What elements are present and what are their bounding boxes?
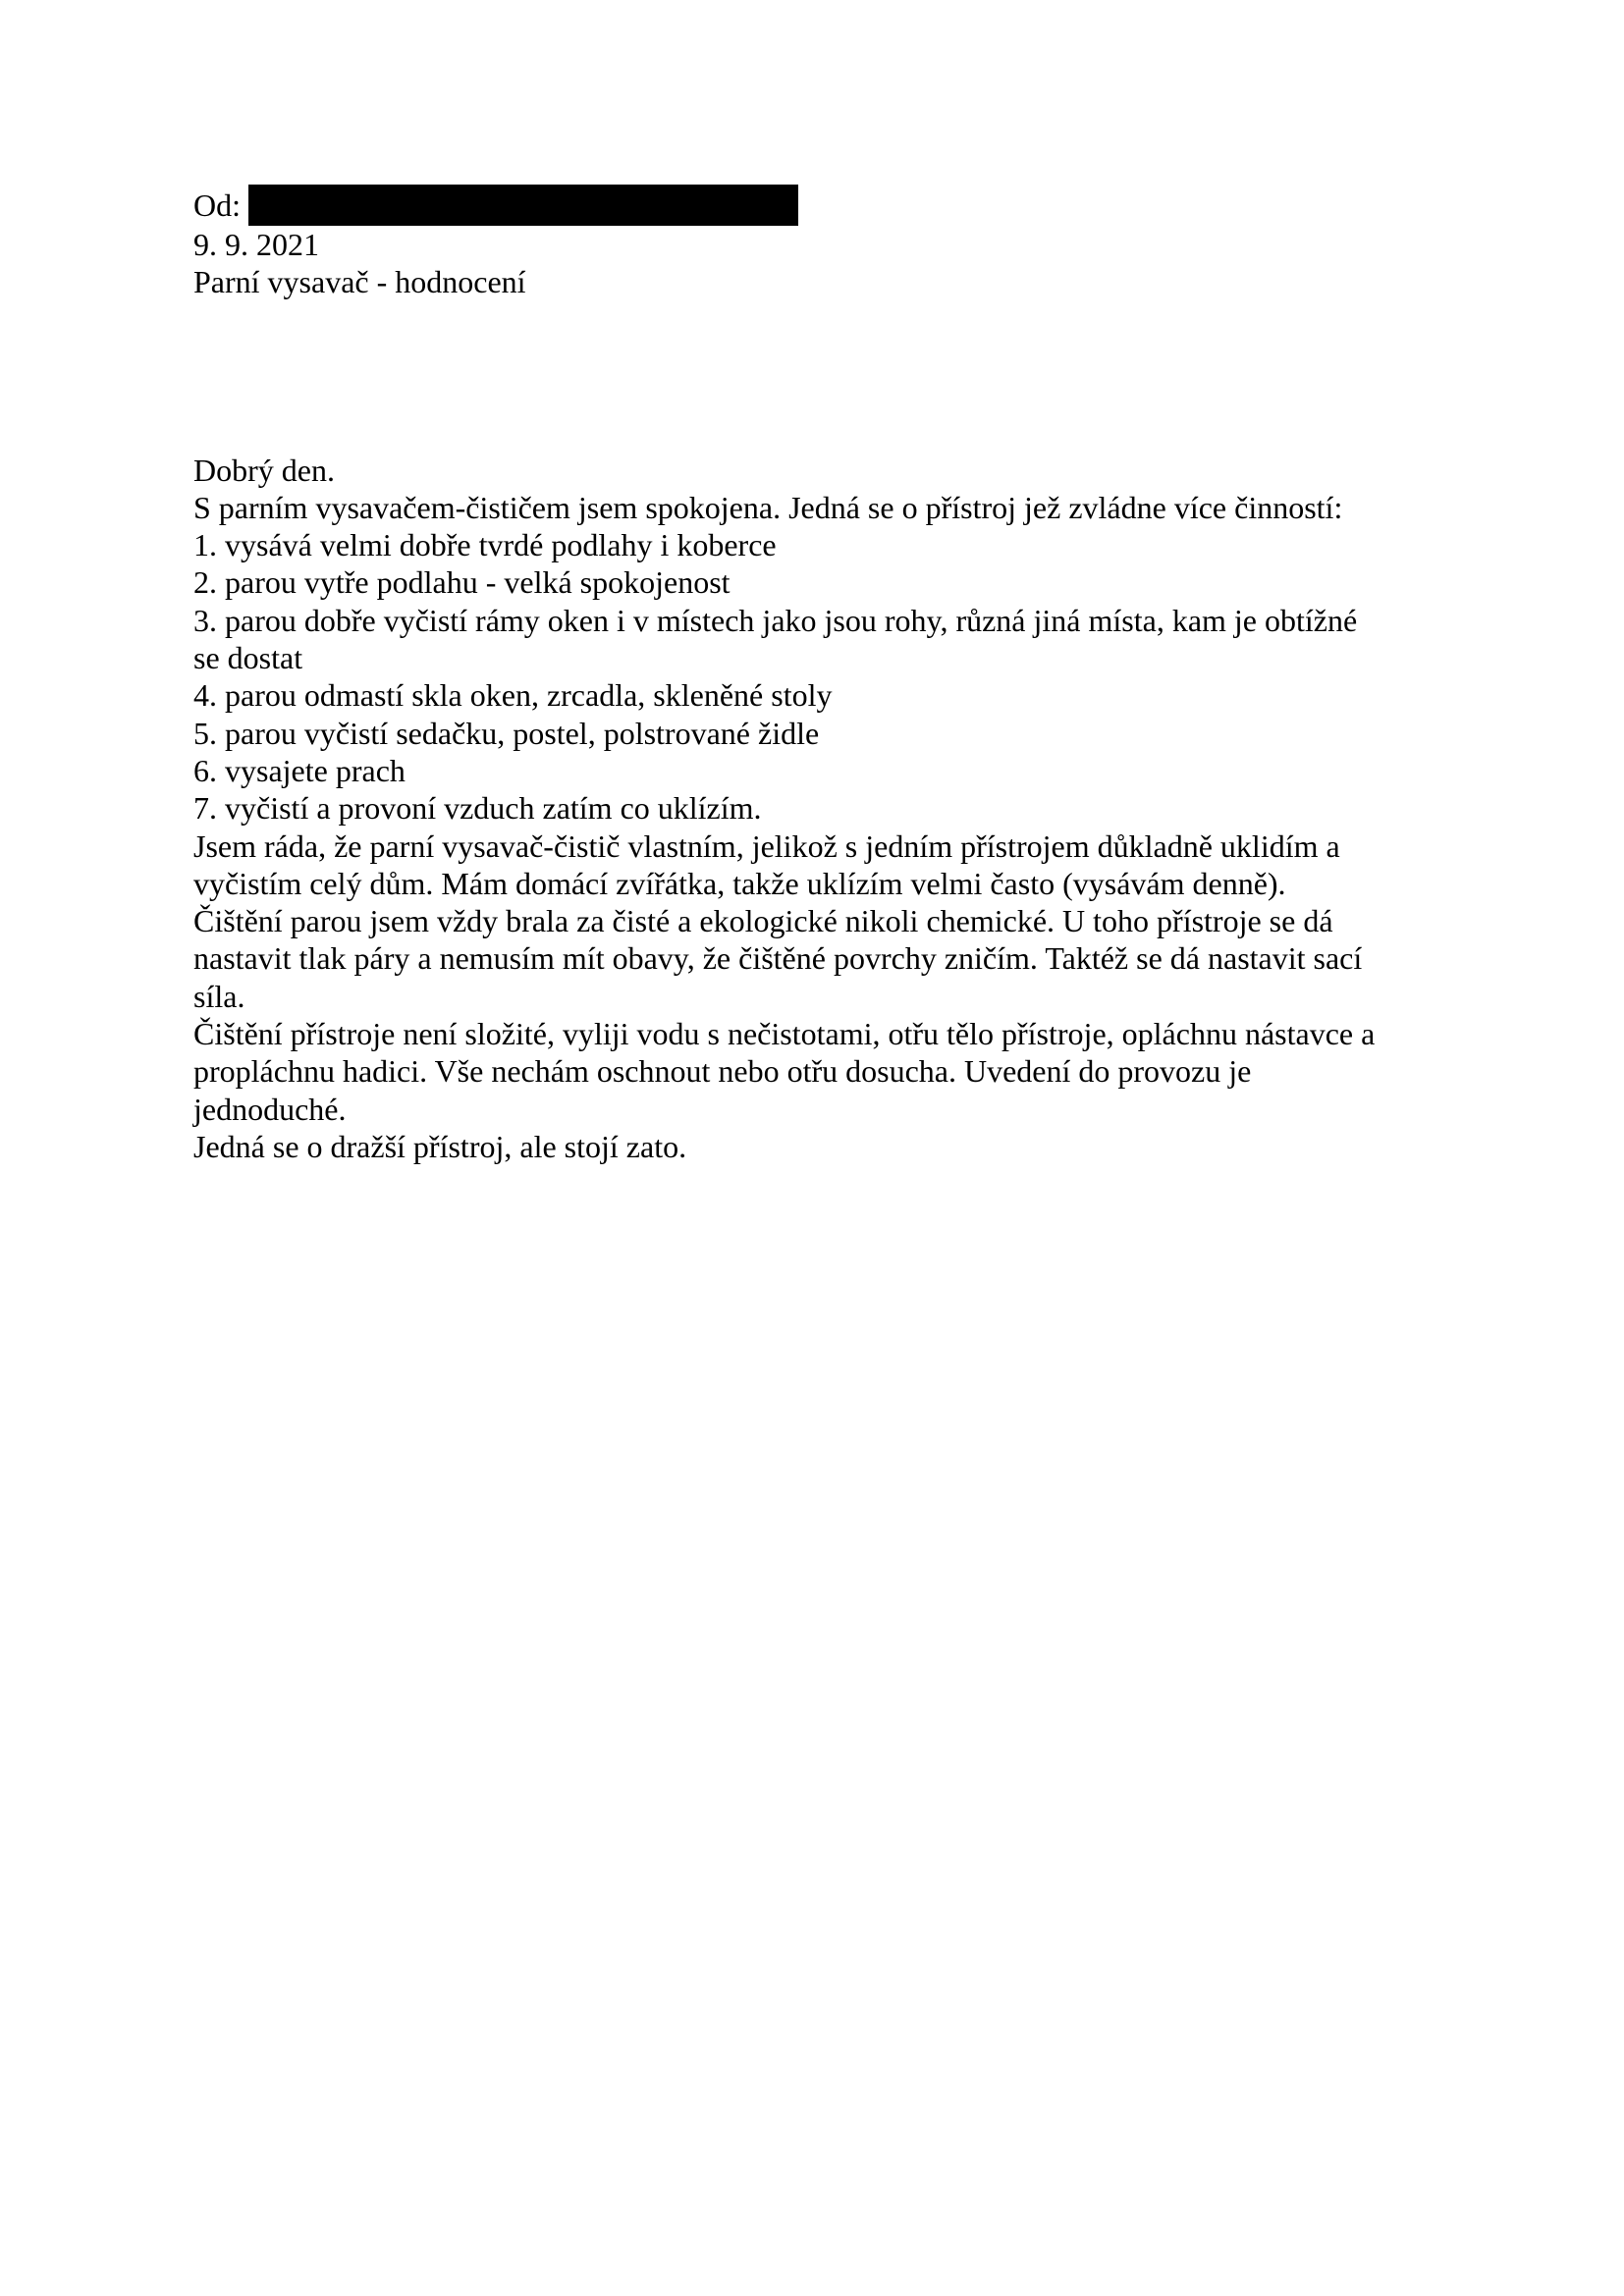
from-line [193,187,1450,226]
list-item-continuation: se dostat [193,640,303,676]
letter-date: 9. 9. 2021 [193,227,319,262]
from-label: Od: [193,187,241,223]
intro-text: S parním vysavačem-čističem jsem spokojena. Jedná se o přístroj jež zvládne více činností: [193,489,1343,525]
list-item: 6. vysajete prach [193,752,406,788]
list-item: 2. parou vytře podlahu - velká spokojenost [193,564,731,601]
letter-subject: Parní vysavač - hodnocení [193,264,526,300]
letter-body [193,187,1450,1165]
redacted-sender-block [248,185,798,226]
closing-line: Jedná se o dražší přístroj, ale stojí zato. [193,1128,687,1164]
paragraph-line: propláchnu hadici. Vše nechám oschnout nebo otřu dosucha. Uvedení do provozu je [193,1053,1252,1090]
list-item: 4. parou odmastí skla oken, zrcadla, skleněné stoly [193,677,833,714]
paragraph-line: Jsem ráda, že parní vysavač-čistič vlastním, jelikož s jedním přístrojem důkladně uklidím a [193,828,1340,864]
greeting: Dobrý den. [193,452,335,488]
list-item: 5. parou vyčistí sedačku, postel, polstrované židle [193,715,820,751]
list-item: 7. vyčistí a provoní vzduch zatím co uklízím. [193,790,762,827]
paragraph-line: Čištění přístroje není složité, vyliji vodu s nečistotami, otřu tělo přístroje, opláchnu nástavce a [193,1016,1376,1052]
paragraph-line: nastavit tlak páry a nemusím mít obavy, že čištěné povrchy zničím. Taktéž se dá nastavit sací [193,940,1363,977]
paragraph-line: vyčistím celý dům. Mám domácí zvířátka, takže uklízím velmi často (vysávám denně). [193,865,1286,901]
paragraph-line: jednoduché. [193,1091,347,1127]
paragraph-line: síla. [193,978,245,1014]
list-item: 3. parou dobře vyčistí rámy oken i v místech jako jsou rohy, různá jiná místa, kam je obtížné [193,602,1358,638]
list-item: 1. vysává velmi dobře tvrdé podlahy i koberce [193,527,777,563]
paragraph-line: Čištění parou jsem vždy brala za čisté a ekologické nikoli chemické. U toho přístroje se dá [193,903,1333,939]
header-spacer [193,301,1450,452]
